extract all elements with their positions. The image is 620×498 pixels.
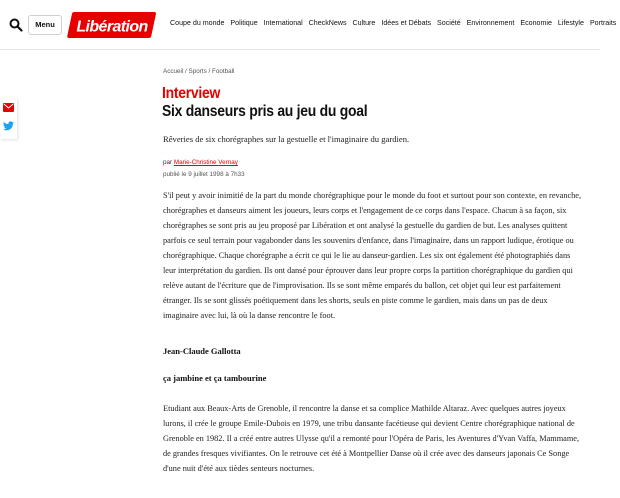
menu-button[interactable]: Menu xyxy=(28,15,62,35)
article-paragraph: S'il peut y avoir inimitié de la part du monde chorégraphique pour le monde du foot et surtout pour son contexte, en revanche, chorégraphes et danseurs aiment les joueurs, leurs corps et l'engagement de ce corps dans l'espace. Chacun à sa façon, six chorégraphes se sont pris au jeu proposé par Libération et ont analysé la gestuelle du gardien de but. Les analyses quittent parfois ce seul terrain pour vagabonder dans les souvenirs d'enfance, dans l'imaginaire, dans un rapport ludique, érotique ou chorégraphique. Chaque chorégraphe a écrit ce qui le lie au danseur-gardien. Les six ont également été photographiés dans leur interprétation du gardien. Ils ont dansé pour éprouver dans leur propre corps la partition chorégraphique du gardien qui relève autant de l'écriture que de l'improvisation. Ils se sont même emparés du ballon, cet objet qui leur est parfaitement étranger. Ils se sont glissés poétiquement dans les shorts, seuls en piste comme le gardien, mais dans un pas de deux imaginaire avec lui, là où la danse rencontre le foot. xyxy=(163,191,582,320)
breadcrumb[interactable]: Accueil / Sports / Football xyxy=(163,68,235,75)
author-link[interactable]: Marie-Christine Vernay xyxy=(173,159,238,166)
nav-item-coupe-du-monde[interactable]: Coupe du monde xyxy=(170,19,225,27)
nav-item-culture[interactable]: Culture xyxy=(352,19,376,27)
nav-item-politique[interactable]: Politique xyxy=(230,19,258,27)
byline-prefix: par xyxy=(163,159,173,166)
nav-item-lifestyle[interactable]: Lifestyle xyxy=(557,19,584,27)
article-paragraph: Etudiant aux Beaux-Arts de Grenoble, il rencontre la danse et sa complice Mathilde Altaraz. Avec quelques autres joyeux lurons, il crée le groupe Emile-Dubois en 1979, une tribu dansante facétieuse qui devient Centre chorégraphique national de Grenoble en 1982. Il a créé entre autres Ulysse qu'il a remonté pour l'Opéra de Paris, les Aventures d'Yvan Vaffa, Mammame, de grandes fresques vivifiantes. On le retrouve cet été à Montpellier Danse où il crée avec des danseurs japonais Ce Songe d'une nuit d'été aux tièdes senteurs nocturnes. xyxy=(163,404,580,473)
twitter-icon[interactable] xyxy=(3,121,14,131)
search-icon[interactable] xyxy=(8,17,24,33)
nav-item-economie[interactable]: Economie xyxy=(520,19,552,27)
byline xyxy=(163,159,238,166)
liberation-logo[interactable] xyxy=(65,9,157,41)
main-nav xyxy=(170,19,620,27)
section-heading: Jean-Claude Gallotta xyxy=(163,346,241,356)
nav-item-checknews[interactable]: CheckNews xyxy=(308,19,347,27)
nav-item-portraits[interactable]: Portraits xyxy=(589,19,617,27)
article-title: Six danseurs pris au jeu du goal xyxy=(162,103,368,120)
share-bar xyxy=(0,97,17,139)
mail-icon[interactable] xyxy=(3,103,14,112)
section-subheading: ça jambine et ça tambourine xyxy=(163,373,267,383)
site-header xyxy=(0,0,617,50)
nav-item-idees-et-debats[interactable]: Idées et Débats xyxy=(381,19,432,27)
nav-item-societe[interactable]: Société xyxy=(437,19,461,27)
nav-item-environnement[interactable]: Environnement xyxy=(466,19,515,27)
article-kicker: Interview xyxy=(162,85,221,102)
publish-date: publié le 9 juillet 1998 à 7h33 xyxy=(163,171,245,178)
article-subtitle: Rêveries de six chorégraphes sur la gestuelle et l'imaginaire du gardien. xyxy=(163,134,410,144)
svg-text:Libération: Libération xyxy=(76,18,148,36)
nav-item-international[interactable]: International xyxy=(263,19,303,27)
